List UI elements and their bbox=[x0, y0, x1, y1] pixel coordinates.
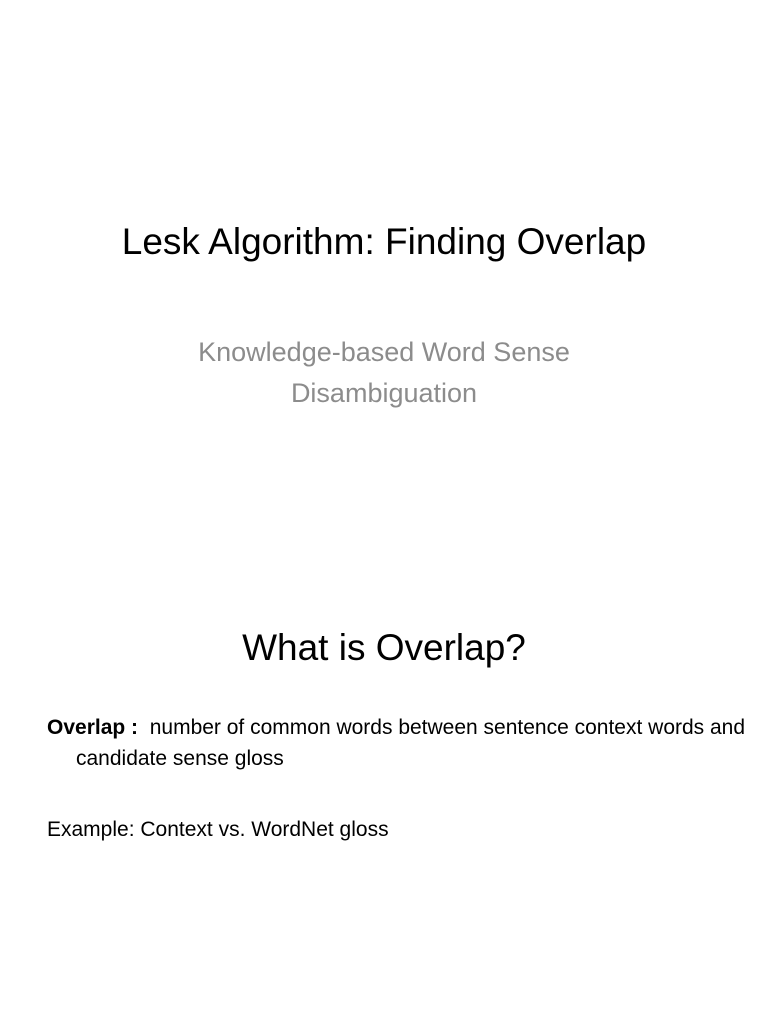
slide-title: Lesk Algorithm: Finding Overlap bbox=[121, 221, 647, 262]
slide-body bbox=[47, 712, 747, 885]
slide-heading: What is Overlap? bbox=[242, 627, 526, 668]
slide-subtitle: Knowledge-based Word Sense Disambiguation bbox=[198, 337, 570, 408]
definition-paragraph bbox=[47, 712, 747, 774]
content-slide bbox=[0, 512, 768, 1024]
definition-term: Overlap : bbox=[47, 716, 139, 739]
definition-text: number of common words between sentence context words and candidate sense gloss bbox=[76, 716, 746, 770]
example-paragraph: Example: Context vs. WordNet gloss bbox=[47, 818, 389, 841]
